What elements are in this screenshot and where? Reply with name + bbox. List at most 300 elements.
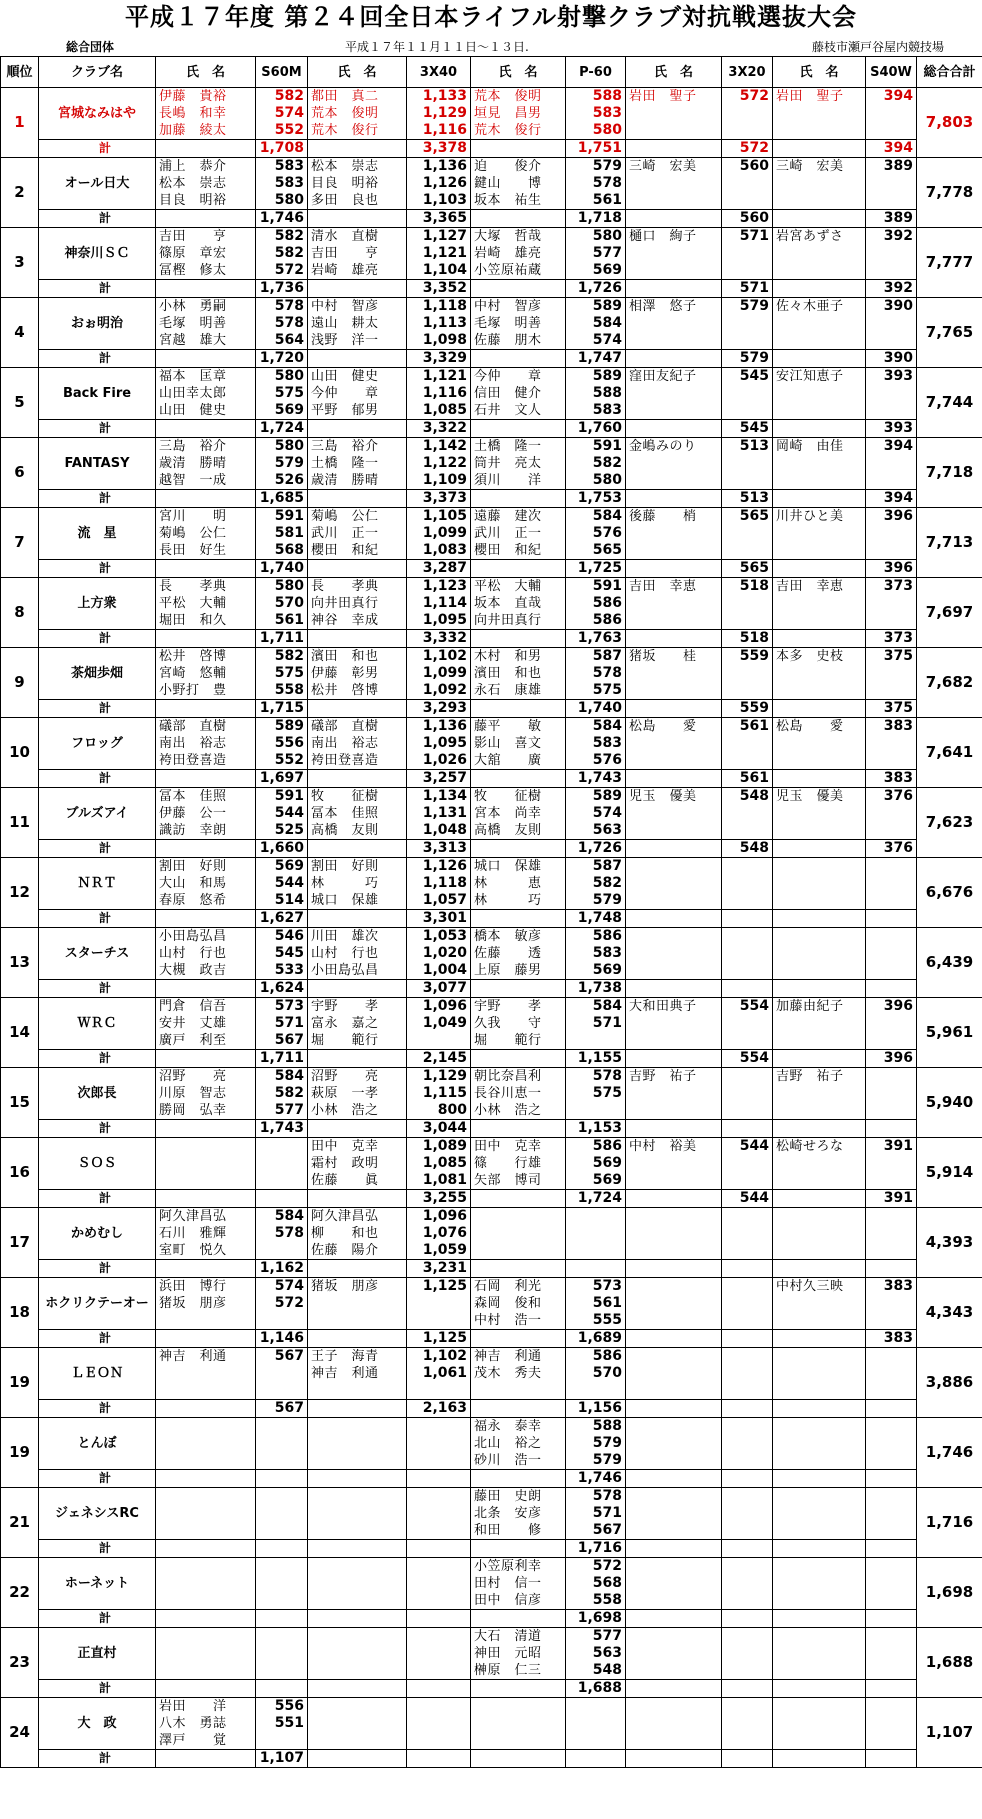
s60-shooter-name: 冨樫 修太 xyxy=(156,262,256,280)
x40-shooter-name xyxy=(308,1452,407,1470)
p60-score xyxy=(566,1382,626,1400)
grand-total: 7,744 xyxy=(917,368,982,438)
p60-shooter-name xyxy=(471,1750,566,1768)
s40-score xyxy=(866,175,917,192)
s40-score xyxy=(866,1225,917,1242)
s60-shooter-name: 福本 匡章 xyxy=(156,368,256,386)
x40-shooter-name xyxy=(308,1260,407,1278)
x40-shooter-name: 田中 克幸 xyxy=(308,1138,407,1156)
x20-shooter-name xyxy=(626,140,722,158)
s40-shooter-name xyxy=(773,350,866,368)
x20-team-sum: 518 xyxy=(722,630,773,648)
p60-score: 583 xyxy=(566,105,626,122)
team-sum-row xyxy=(1,1680,982,1698)
s40-score xyxy=(866,962,917,980)
s40-score: 392 xyxy=(866,228,917,246)
s40-team-sum: 394 xyxy=(866,490,917,508)
x20-shooter-name xyxy=(626,1365,722,1382)
s60-score: 572 xyxy=(256,1295,308,1312)
x40-score: 1,121 xyxy=(407,245,471,262)
x40-shooter-name xyxy=(308,1575,407,1592)
x20-shooter-name xyxy=(626,1645,722,1662)
table-row xyxy=(1,718,982,736)
grand-total: 7,697 xyxy=(917,578,982,648)
p60-shooter-name xyxy=(471,1540,566,1558)
s60-team-sum: 1,685 xyxy=(256,490,308,508)
x40-shooter-name: 松本 崇志 xyxy=(308,158,407,176)
p60-shooter-name xyxy=(471,1732,566,1750)
p60-score: 587 xyxy=(566,648,626,666)
x40-shooter-name: 向井田真行 xyxy=(308,595,407,612)
p60-team-sum: 1,743 xyxy=(566,770,626,788)
s40-shooter-name xyxy=(773,1382,866,1400)
p60-score: 577 xyxy=(566,1628,626,1646)
p60-score: 572 xyxy=(566,1558,626,1576)
p60-shooter-name xyxy=(471,560,566,578)
team-rank: 7 xyxy=(1,508,39,578)
s40-score xyxy=(866,1172,917,1190)
p60-shooter-name xyxy=(471,350,566,368)
s60-shooter-name xyxy=(156,1400,256,1418)
x40-score xyxy=(407,1312,471,1330)
s60-team-sum xyxy=(256,1610,308,1628)
x20-score: 572 xyxy=(722,88,773,106)
x40-shooter-name xyxy=(308,1505,407,1522)
s60-shooter-name xyxy=(156,1540,256,1558)
table-row xyxy=(1,228,982,246)
s40-shooter-name xyxy=(773,1488,866,1506)
p60-shooter-name: 福永 泰幸 xyxy=(471,1418,566,1436)
s60-score: 580 xyxy=(256,578,308,596)
x20-shooter-name xyxy=(626,1278,722,1296)
p60-score: 584 xyxy=(566,315,626,332)
x20-score xyxy=(722,1382,773,1400)
s40-shooter-name: 安江知恵子 xyxy=(773,368,866,386)
p60-shooter-name: 鍵山 博 xyxy=(471,175,566,192)
s60-score xyxy=(256,1365,308,1382)
x20-shooter-name xyxy=(626,1488,722,1506)
s60-score: 591 xyxy=(256,788,308,806)
x40-score: 1,096 xyxy=(407,998,471,1016)
s60-score: 533 xyxy=(256,962,308,980)
s40-shooter-name xyxy=(773,962,866,980)
x40-shooter-name xyxy=(308,1312,407,1330)
p60-score: 582 xyxy=(566,455,626,472)
s40-shooter-name xyxy=(773,455,866,472)
s40-team-sum: 373 xyxy=(866,630,917,648)
s40-score xyxy=(866,735,917,752)
s60-score: 589 xyxy=(256,718,308,736)
p60-shooter-name: 林 恵 xyxy=(471,875,566,892)
s40-shooter-name xyxy=(773,1348,866,1366)
grand-total: 4,343 xyxy=(917,1278,982,1348)
s60-score: 545 xyxy=(256,945,308,962)
x40-score xyxy=(407,1295,471,1312)
team-sum-row xyxy=(1,350,982,368)
x20-shooter-name xyxy=(626,1032,722,1050)
x40-shooter-name xyxy=(308,1418,407,1436)
x40-shooter-name: 牧 征樹 xyxy=(308,788,407,806)
p60-score: 586 xyxy=(566,595,626,612)
x20-team-sum: 548 xyxy=(722,840,773,858)
s40-shooter-name xyxy=(773,280,866,298)
x20-shooter-name xyxy=(626,1732,722,1750)
s40-shooter-name: 本多 史枝 xyxy=(773,648,866,666)
p60-score: 578 xyxy=(566,175,626,192)
x40-score xyxy=(407,1418,471,1436)
page-title: 平成１７年度 第２４回全日本ライフル射撃クラブ対抗戦選抜大会 xyxy=(125,3,857,31)
sum-label: 計 xyxy=(39,700,156,718)
s60-shooter-name xyxy=(156,1120,256,1138)
p60-score: 591 xyxy=(566,438,626,456)
p60-score: 569 xyxy=(566,262,626,280)
p60-score: 580 xyxy=(566,228,626,246)
x40-team-sum: 3,313 xyxy=(407,840,471,858)
p60-team-sum: 1,726 xyxy=(566,280,626,298)
p60-team-sum: 1,747 xyxy=(566,350,626,368)
p60-shooter-name xyxy=(471,210,566,228)
x20-score xyxy=(722,1312,773,1330)
x20-score xyxy=(722,752,773,770)
s40-team-sum xyxy=(866,980,917,998)
sum-label: 計 xyxy=(39,1190,156,1208)
x40-shooter-name: 佐藤 眞 xyxy=(308,1172,407,1190)
p60-score: 583 xyxy=(566,402,626,420)
team-sum-row xyxy=(1,1750,982,1768)
x40-shooter-name xyxy=(308,1628,407,1646)
x20-score xyxy=(722,612,773,630)
s60-team-sum: 1,740 xyxy=(256,560,308,578)
p60-shooter-name xyxy=(471,1260,566,1278)
table-row xyxy=(1,158,982,176)
s60-shooter-name xyxy=(156,770,256,788)
x20-score xyxy=(722,1278,773,1296)
x40-shooter-name xyxy=(308,1488,407,1506)
club-name: フロッグ xyxy=(39,718,156,770)
x20-team-sum: 554 xyxy=(722,1050,773,1068)
x20-shooter-name xyxy=(626,1610,722,1628)
s40-shooter-name xyxy=(773,420,866,438)
club-name: かめむし xyxy=(39,1208,156,1260)
x40-shooter-name: 菊嶋 公仁 xyxy=(308,508,407,526)
x40-score: 1,089 xyxy=(407,1138,471,1156)
club-name: ＮＲＴ xyxy=(39,858,156,910)
s60-shooter-name xyxy=(156,1155,256,1172)
s60-team-sum: 1,711 xyxy=(256,630,308,648)
p60-shooter-name: 永石 康雄 xyxy=(471,682,566,700)
sum-label: 計 xyxy=(39,630,156,648)
p60-shooter-name: 田村 信一 xyxy=(471,1575,566,1592)
s40-shooter-name xyxy=(773,1260,866,1278)
x40-score: 1,095 xyxy=(407,735,471,752)
s40-shooter-name xyxy=(773,175,866,192)
s40-score xyxy=(866,1418,917,1436)
s40-shooter-name xyxy=(773,1645,866,1662)
s60-shooter-name xyxy=(156,1522,256,1540)
club-name: ホーネット xyxy=(39,1558,156,1610)
s40-shooter-name xyxy=(773,1452,866,1470)
s60-team-sum: 1,624 xyxy=(256,980,308,998)
x20-shooter-name xyxy=(626,280,722,298)
x40-score: 1,102 xyxy=(407,648,471,666)
p60-score: 583 xyxy=(566,945,626,962)
subheader xyxy=(0,34,982,56)
x20-score: 571 xyxy=(722,228,773,246)
team-sum-row xyxy=(1,1470,982,1488)
x20-shooter-name xyxy=(626,1662,722,1680)
x20-score xyxy=(722,332,773,350)
x20-shooter-name xyxy=(626,1312,722,1330)
s40-score xyxy=(866,1155,917,1172)
x20-shooter-name xyxy=(626,875,722,892)
p60-team-sum: 1,718 xyxy=(566,210,626,228)
x20-shooter-name xyxy=(626,752,722,770)
sum-label: 計 xyxy=(39,1470,156,1488)
s60-shooter-name xyxy=(156,1418,256,1436)
table-row xyxy=(1,1208,982,1226)
p60-shooter-name: 荒本 俊明 xyxy=(471,88,566,106)
x40-score: 1,142 xyxy=(407,438,471,456)
x40-team-sum: 1,125 xyxy=(407,1330,471,1348)
header-row xyxy=(1,57,982,88)
s40-team-sum xyxy=(866,1610,917,1628)
x40-score: 1,127 xyxy=(407,228,471,246)
p60-score: 577 xyxy=(566,245,626,262)
s60-shooter-name xyxy=(156,1312,256,1330)
s40-shooter-name: 加藤由紀子 xyxy=(773,998,866,1016)
s60-shooter-name xyxy=(156,350,256,368)
s60-score: 584 xyxy=(256,1208,308,1226)
p60-shooter-name: 毛塚 明善 xyxy=(471,315,566,332)
p60-team-sum: 1,725 xyxy=(566,560,626,578)
p60-shooter-name: 茂木 秀夫 xyxy=(471,1365,566,1382)
x40-team-sum xyxy=(407,1750,471,1768)
team-rank: 17 xyxy=(1,1208,39,1278)
x20-shooter-name xyxy=(626,175,722,192)
p60-score: 579 xyxy=(566,1435,626,1452)
p60-team-sum: 1,698 xyxy=(566,1610,626,1628)
x20-score xyxy=(722,1208,773,1226)
p60-shooter-name xyxy=(471,630,566,648)
x20-team-sum: 579 xyxy=(722,350,773,368)
s40-shooter-name xyxy=(773,595,866,612)
s60-shooter-name: 宮崎 悠輔 xyxy=(156,665,256,682)
p60-score: 563 xyxy=(566,822,626,840)
x20-score xyxy=(722,525,773,542)
s40-score: 394 xyxy=(866,88,917,106)
p60-score: 565 xyxy=(566,542,626,560)
x20-team-sum xyxy=(722,1260,773,1278)
s40-team-sum xyxy=(866,1540,917,1558)
p60-shooter-name xyxy=(471,1698,566,1716)
p60-shooter-name: 遠藤 建次 xyxy=(471,508,566,526)
x20-score: 561 xyxy=(722,718,773,736)
header-club: クラブ名 xyxy=(39,57,156,88)
x20-shooter-name xyxy=(626,1628,722,1646)
x40-shooter-name xyxy=(308,1295,407,1312)
s60-score: 580 xyxy=(256,192,308,210)
x40-team-sum: 3,255 xyxy=(407,1190,471,1208)
s40-shooter-name xyxy=(773,332,866,350)
x40-shooter-name: 山田 健史 xyxy=(308,368,407,386)
s40-score xyxy=(866,1068,917,1086)
s60-shooter-name xyxy=(156,140,256,158)
p60-score: 584 xyxy=(566,508,626,526)
x40-score: 1,104 xyxy=(407,262,471,280)
x20-team-sum xyxy=(722,1610,773,1628)
x40-score: 1,049 xyxy=(407,1015,471,1032)
x40-shooter-name xyxy=(308,1050,407,1068)
p60-shooter-name xyxy=(471,1225,566,1242)
x40-score: 1,096 xyxy=(407,1208,471,1226)
x20-score xyxy=(722,928,773,946)
p60-shooter-name: 佐藤 透 xyxy=(471,945,566,962)
s40-shooter-name xyxy=(773,1050,866,1068)
x20-shooter-name xyxy=(626,1330,722,1348)
p60-team-sum: 1,748 xyxy=(566,910,626,928)
s60-shooter-name: 南出 裕志 xyxy=(156,735,256,752)
grand-total: 7,777 xyxy=(917,228,982,298)
p60-shooter-name: 城口 保雄 xyxy=(471,858,566,876)
s60-score xyxy=(256,1505,308,1522)
x20-shooter-name xyxy=(626,455,722,472)
s60-shooter-name xyxy=(156,1610,256,1628)
x20-team-sum xyxy=(722,1680,773,1698)
p60-shooter-name: 牧 征樹 xyxy=(471,788,566,806)
s40-shooter-name xyxy=(773,822,866,840)
club-name: ＷＲＣ xyxy=(39,998,156,1050)
table-row xyxy=(1,368,982,386)
s60-shooter-name: 室町 悦久 xyxy=(156,1242,256,1260)
s60-score: 574 xyxy=(256,1278,308,1296)
x20-shooter-name: 猪坂 桂 xyxy=(626,648,722,666)
s40-shooter-name xyxy=(773,1575,866,1592)
s40-score xyxy=(866,1102,917,1120)
s60-shooter-name xyxy=(156,1330,256,1348)
s40-shooter-name xyxy=(773,1015,866,1032)
p60-score xyxy=(566,1208,626,1226)
p60-shooter-name xyxy=(471,280,566,298)
x20-shooter-name xyxy=(626,1575,722,1592)
s40-shooter-name: 吉田 幸恵 xyxy=(773,578,866,596)
x40-score: 1,123 xyxy=(407,578,471,596)
sum-label: 計 xyxy=(39,1680,156,1698)
s60-shooter-name xyxy=(156,700,256,718)
x20-team-sum xyxy=(722,1400,773,1418)
x20-shooter-name: 児玉 優美 xyxy=(626,788,722,806)
x20-score: 545 xyxy=(722,368,773,386)
s40-shooter-name xyxy=(773,1418,866,1436)
x40-shooter-name xyxy=(308,1698,407,1716)
x40-shooter-name xyxy=(308,1645,407,1662)
s40-shooter-name xyxy=(773,752,866,770)
header-grand-total: 総合合計 xyxy=(917,57,982,88)
s40-score: 375 xyxy=(866,648,917,666)
s60-score xyxy=(256,1488,308,1506)
x40-score xyxy=(407,1522,471,1540)
s60-shooter-name: 長 孝典 xyxy=(156,578,256,596)
x40-shooter-name xyxy=(308,1330,407,1348)
x40-team-sum xyxy=(407,1470,471,1488)
s40-score: 391 xyxy=(866,1138,917,1156)
x20-shooter-name xyxy=(626,1435,722,1452)
x40-shooter-name: 神谷 幸成 xyxy=(308,612,407,630)
x20-score: 544 xyxy=(722,1138,773,1156)
p60-score xyxy=(566,1032,626,1050)
p60-score: 575 xyxy=(566,1085,626,1102)
s60-team-sum: 1,162 xyxy=(256,1260,308,1278)
s40-shooter-name xyxy=(773,122,866,140)
x40-shooter-name xyxy=(308,1400,407,1418)
p60-shooter-name: 藤田 史朗 xyxy=(471,1488,566,1506)
s60-score xyxy=(256,1575,308,1592)
p60-score: 568 xyxy=(566,1575,626,1592)
s40-team-sum: 383 xyxy=(866,1330,917,1348)
p60-score xyxy=(566,1242,626,1260)
s40-shooter-name xyxy=(773,472,866,490)
x40-score: 1,081 xyxy=(407,1172,471,1190)
x40-shooter-name: 櫻田 和紀 xyxy=(308,542,407,560)
s40-shooter-name xyxy=(773,210,866,228)
club-name: 茶畑歩畑 xyxy=(39,648,156,700)
p60-team-sum: 1,760 xyxy=(566,420,626,438)
s40-shooter-name xyxy=(773,875,866,892)
x20-shooter-name xyxy=(626,945,722,962)
x20-score: 554 xyxy=(722,998,773,1016)
s40-shooter-name xyxy=(773,665,866,682)
s40-team-sum: 392 xyxy=(866,280,917,298)
s40-team-sum: 383 xyxy=(866,770,917,788)
table-row xyxy=(1,1348,982,1366)
table-row xyxy=(1,1488,982,1506)
x40-shooter-name xyxy=(308,1470,407,1488)
p60-shooter-name xyxy=(471,1610,566,1628)
p60-score: 571 xyxy=(566,1505,626,1522)
x20-team-sum xyxy=(722,1120,773,1138)
x20-score xyxy=(722,1242,773,1260)
x40-shooter-name: 都田 真二 xyxy=(308,88,407,106)
x40-score: 1,129 xyxy=(407,105,471,122)
s40-shooter-name xyxy=(773,928,866,946)
sum-label: 計 xyxy=(39,1050,156,1068)
club-name: オール日大 xyxy=(39,158,156,210)
sum-label: 計 xyxy=(39,840,156,858)
x40-team-sum: 3,322 xyxy=(407,420,471,438)
x20-team-sum: 513 xyxy=(722,490,773,508)
x40-shooter-name: 猪坂 朋彦 xyxy=(308,1278,407,1296)
x20-score xyxy=(722,1522,773,1540)
s60-score: 578 xyxy=(256,298,308,316)
s40-shooter-name xyxy=(773,1312,866,1330)
x40-shooter-name xyxy=(308,1662,407,1680)
x40-score: 1,061 xyxy=(407,1365,471,1382)
club-name: ブルズアイ xyxy=(39,788,156,840)
x40-score: 1,125 xyxy=(407,1278,471,1296)
p60-score: 555 xyxy=(566,1312,626,1330)
s60-score: 582 xyxy=(256,245,308,262)
p60-shooter-name xyxy=(471,910,566,928)
p60-shooter-name xyxy=(471,1400,566,1418)
x40-score: 1,131 xyxy=(407,805,471,822)
s40-team-sum: 391 xyxy=(866,1190,917,1208)
x40-score xyxy=(407,1575,471,1592)
s60-team-sum: 1,746 xyxy=(256,210,308,228)
p60-team-sum: 1,724 xyxy=(566,1190,626,1208)
x40-score xyxy=(407,1505,471,1522)
x40-score: 1,105 xyxy=(407,508,471,526)
p60-score: 569 xyxy=(566,1155,626,1172)
p60-shooter-name: 佐藤 朋木 xyxy=(471,332,566,350)
